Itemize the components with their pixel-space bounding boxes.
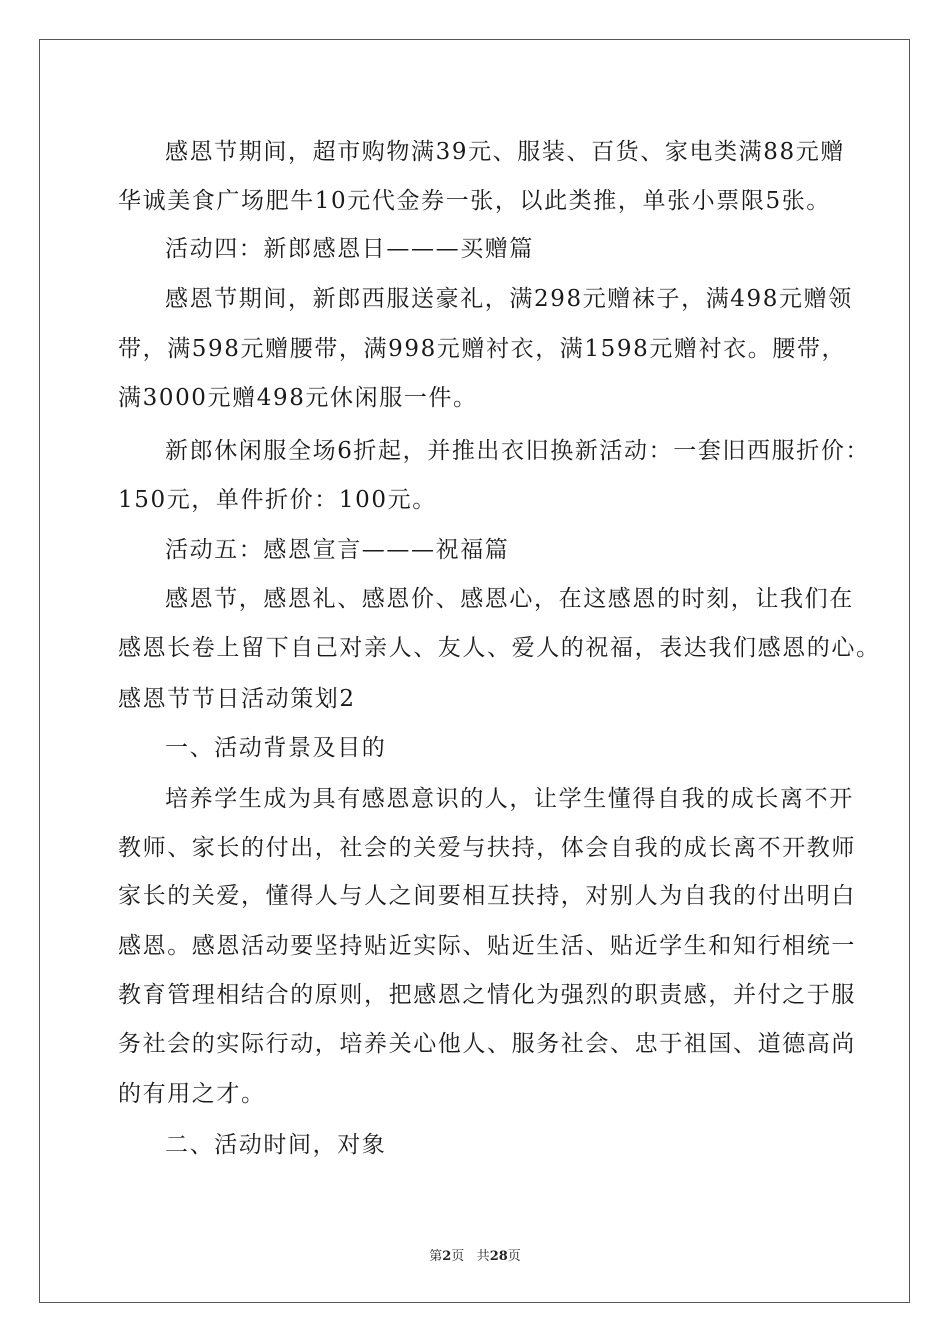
text-line: 活动四：新郎感恩日———买赠篇 — [165, 236, 534, 262]
text-line: 教师、家长的付出，社会的关爱与扶持，体会自我的成长离不开教师 — [118, 835, 856, 861]
text-line: 务社会的实际行动，培养关心他人、服务社会、忠于祖国、道德高尚 — [118, 1031, 856, 1057]
total-pages: 28 — [489, 1249, 508, 1264]
page-border — [39, 39, 910, 1303]
page-footer — [0, 1248, 950, 1266]
text-line: 150元，单件折价：100元。 — [118, 487, 437, 513]
text-line: 带，满598元赠腰带，满998元赠衬衣，满1598元赠衬衣。腰带， — [118, 336, 847, 362]
text-line: 新郎休闲服全场6折起，并推出衣旧换新活动：一套旧西服折价： — [165, 438, 871, 464]
subsection-heading: 二、活动时间，对象 — [165, 1132, 387, 1158]
total-suffix: 页 — [507, 1249, 521, 1264]
text-line: 感恩节，感恩礼、感恩价、感恩心，在这感恩的时刻，让我们在 — [165, 586, 854, 612]
text-line: 感恩。感恩活动要坚持贴近实际、贴近生活、贴近学生和知行相统一 — [118, 933, 856, 959]
text-line: 教育管理相结合的原则，把感恩之情化为强烈的职责感，并付之于服 — [118, 982, 856, 1008]
page-number: 2 — [442, 1249, 452, 1264]
text-line: 的有用之才。 — [118, 1081, 266, 1107]
text-line: 活动五：感恩宣言———祝福篇 — [165, 537, 510, 563]
text-line: 家长的关爱，懂得人与人之间要相互扶持，对别人为自我的付出明白 — [118, 883, 856, 909]
section-heading: 感恩节节日活动策划2 — [118, 686, 356, 712]
page-suffix: 页 — [451, 1249, 465, 1264]
text-line: 培养学生成为具有感恩意识的人，让学生懂得自我的成长离不开 — [165, 786, 854, 812]
text-line: 华诚美食广场肥牛10元代金券一张，以此类推，单张小票限5张。 — [118, 188, 831, 214]
total-prefix: 共 — [476, 1249, 490, 1264]
text-line: 感恩长卷上留下自己对亲人、友人、爱人的祝福，表达我们感恩的心。 — [118, 635, 881, 661]
text-line: 满3000元赠498元休闲服一件。 — [118, 385, 478, 411]
text-line: 感恩节期间，超市购物满39元、服装、百货、家电类满88元赠 — [165, 139, 845, 165]
text-line: 感恩节期间，新郎西服送豪礼，满298元赠袜子，满498元赠领 — [165, 286, 853, 312]
page-prefix: 第 — [429, 1249, 443, 1264]
subsection-heading: 一、活动背景及目的 — [165, 735, 387, 761]
